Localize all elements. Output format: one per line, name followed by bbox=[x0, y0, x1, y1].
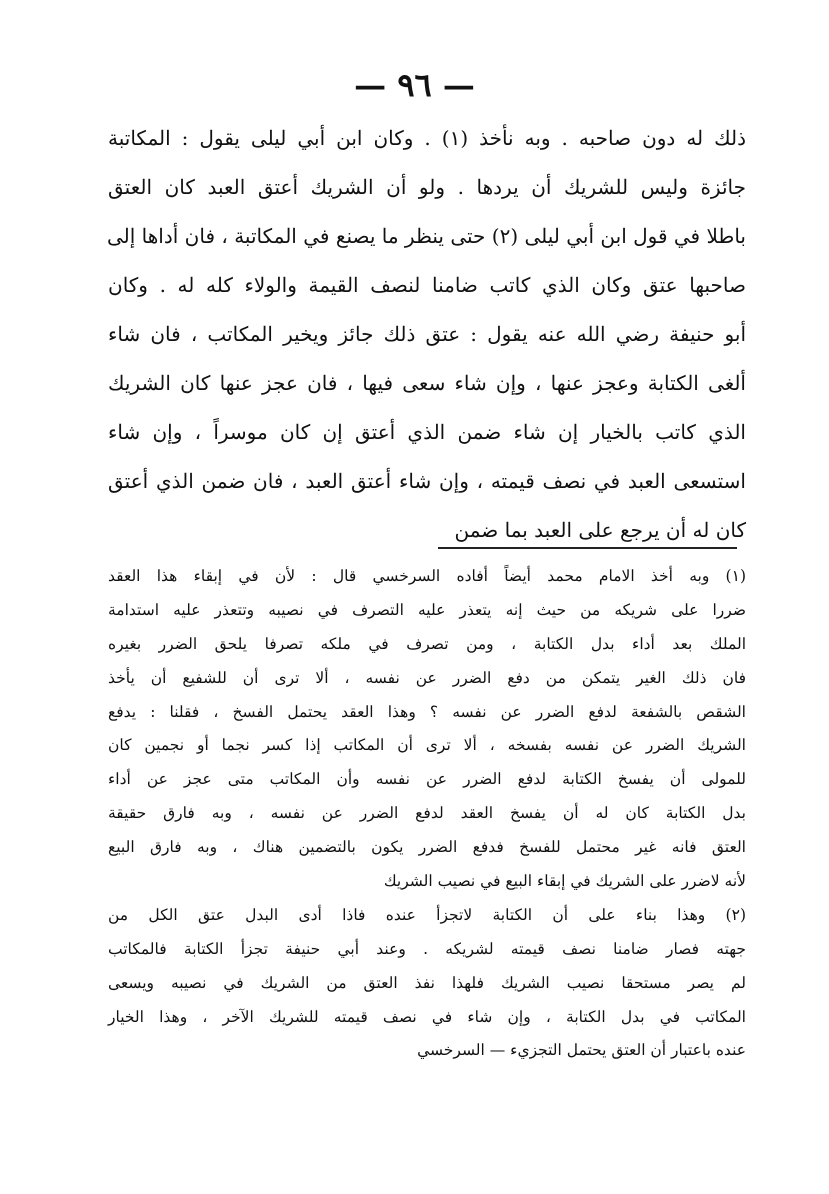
footnote-line: (١) وبه أخذ الامام محمد أيضاً أفاده السرخسي قال : لأن في إبقاء هذا العقد bbox=[108, 567, 746, 585]
footnote-line: لأنه لاضرر على الشريك في إبقاء البيع في نصيب الشريك bbox=[383, 872, 746, 891]
footnote-line: لم يصر مستحقا نصيب الشريك فلهذا نفذ العتق من الشريك في نصيبه ويسعى bbox=[108, 973, 746, 992]
main-text-line: ذلك له دون صاحبه . وبه نأخذ (١) . وكان ابن أبي ليلى يقول : المكاتبة bbox=[108, 126, 746, 150]
footnote-line: جهته فصار ضامنا نصف قيمته لشريكه . وعند أبي حنيفة تجزأ الكتابة فالمكاتب bbox=[108, 939, 746, 958]
footnote-line: العتق فانه غير محتمل للفسخ فدفع الضرر يكون بالتضمين هناك ، وبه فارق البيع bbox=[108, 838, 746, 857]
main-text-line: أبو حنيفة رضي الله عنه يقول : عتق ذلك جائز ويخير المكاتب ، فان شاء bbox=[108, 322, 746, 346]
main-text-line: ألغى الكتابة وعجز عنها ، وإن شاء سعى فيها ، فان عجز عنها كان الشريك bbox=[108, 371, 746, 395]
footnote-1 bbox=[108, 560, 746, 899]
footnote-line: ضررا على شريكه من حيث إنه يتعذر عليه التصرف في نصيبه وتتعذر عليه استدامة bbox=[108, 600, 746, 619]
footnote-line: الملك بعد أداء بدل الكتابة ، ومن تصرف في ملكه تصرفا يلحق الضرر بغيره bbox=[108, 634, 746, 653]
footnote-line: عنده باعتبار أن العتق يحتمل التجزيء — السرخسي bbox=[417, 1041, 746, 1060]
main-text-line: باطلا في قول ابن أبي ليلى (٢) حتى ينظر ما يصنع في المكاتبة ، فان أداها إلى bbox=[106, 224, 746, 248]
footnote-line: المكاتب في بدل الكتابة ، وإن شاء في نصف قيمته للشريك الآخر ، وهذا الخيار bbox=[108, 1007, 746, 1026]
footnote-line: الشقص بالشفعة لدفع الضرر عن نفسه ؟ وهذا العقد يحتمل الفسخ ، فقلنا : يدفع bbox=[108, 702, 746, 721]
main-text bbox=[108, 114, 746, 555]
footnote-2 bbox=[108, 899, 746, 1068]
footnote-line: للمولى أن يفسخ الكتابة لدفع الضرر عن نفسه وأن المكاتب متى عجز عن أداء bbox=[108, 770, 746, 789]
main-text-line: الذي كاتب بالخيار إن شاء ضمن الذي أعتق إن كان موسراً ، وإن شاء bbox=[108, 420, 746, 444]
footnotes bbox=[108, 560, 746, 1068]
main-text-line: استسعى العبد في نصف قيمته ، وإن شاء أعتق العبد ، فان ضمن الذي أعتق bbox=[108, 469, 746, 493]
footnote-line: بدل الكتابة كان له أن يفسخ العقد لدفع الضرر عن نفسه ، وبه فارق حقيقة bbox=[108, 804, 746, 823]
main-text-line: جائزة وليس للشريك أن يردها . ولو أن الشريك أعتق العبد كان العتق bbox=[108, 175, 746, 199]
main-text-line: صاحبها عتق وكان الذي كاتب ضامنا لنصف القيمة والولاء كله له . وكان bbox=[108, 273, 746, 297]
footnote-line: فان ذلك الغير يتمكن من دفع الضرر عن نفسه ، ألا ترى أن للشفيع أن يأخذ bbox=[108, 668, 746, 687]
footnote-line: الشريك الضرر عن نفسه بفسخه ، ألا ترى أن المكاتب إذا كسر نجما أو نجمين كان bbox=[108, 736, 746, 755]
page-number: — ٩٦ — bbox=[354, 66, 475, 104]
footnote-divider bbox=[438, 547, 737, 549]
main-text-line: كان له أن يرجع على العبد بما ضمن bbox=[454, 518, 746, 542]
footnote-line: (٢) وهذا بناء على أن الكتابة لاتجزأ عنده فاذا أدى البدل عتق الكل من bbox=[108, 905, 746, 924]
